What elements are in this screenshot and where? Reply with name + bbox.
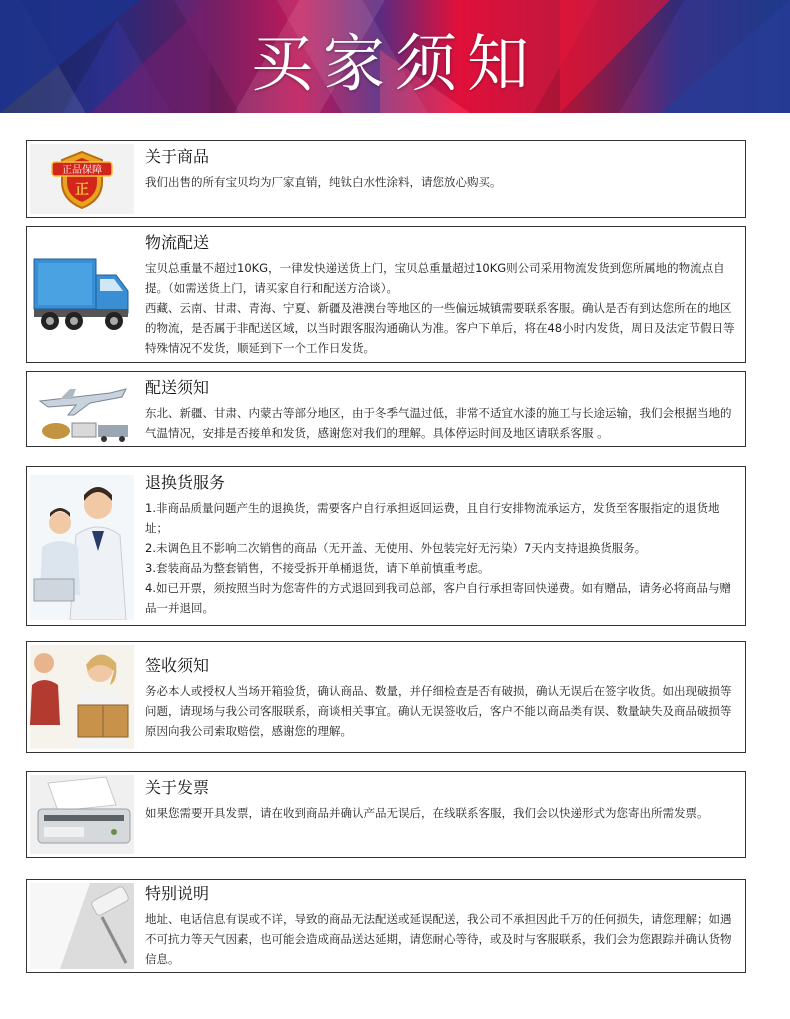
section-title: 关于发票 — [145, 778, 210, 797]
customer-service-icon — [30, 475, 134, 620]
section-title: 配送须知 — [145, 378, 210, 397]
section-text: 宝贝总重量不超过10KG，一律发快递送货上门，宝贝总重量超过10KG则公司采用物流发货到您所属地的物流点自提。（如需送货上门，请买家自行和配送方洽谈）。 — [145, 261, 725, 295]
section-returns — [26, 466, 746, 626]
section-invoice — [26, 771, 746, 858]
section-text: 地址、电话信息有误或不详，导致的商品无法配送或延误配送，我公司不承担因此千万的任何损失，请您理解；如遇不可抗力等天气因素，也可能会造成商品送达延期，请您耐心等待，或及时与客服联系，我们会为您跟踪并确认货物信息。 — [145, 912, 732, 966]
section-title: 关于商品 — [145, 147, 210, 166]
quality-badge-icon — [30, 144, 134, 214]
section-title: 特别说明 — [145, 884, 210, 903]
badge-glyph: 正 — [75, 182, 89, 198]
section-text: 西藏、云南、甘肃、青海、宁夏、新疆及港澳台等地区的一些偏远城镇需要联系客服。确认是否有到达您所在的地区的物流，是否属于非配送区域，以当时跟客服沟通确认为准。客户下单后，将在48小时内发货，周日及法定节假日等特殊情况不发货，顺延到下一个工作日发货。 — [145, 301, 735, 355]
invoice-printer-icon — [30, 775, 134, 854]
section-text: 3.套装商品为整套销售，不接受拆开单桶退货，请下单前慎重考虑。 — [145, 561, 490, 575]
section-product — [26, 140, 746, 218]
section-signing — [26, 641, 746, 753]
page-title: 买家须知 — [250, 27, 539, 100]
section-text: 如果您需要开具发票，请在收到商品并确认产品无误后，在线联系客服，我们会以快递形式为您寄出所需发票。 — [145, 806, 709, 820]
section-text: 4.如已开票，须按照当时为您寄件的方式退回到我司总部，客户自行承担寄回快递费。如有赠品，请务必将商品与赠品一并退回。 — [145, 581, 731, 615]
airplane-shipping-icon — [30, 375, 134, 445]
section-text: 1.非商品质量问题产生的退换货，需要客户自行承担返回运费，且自行安排物流承运方，发货至客服指定的退货地址； — [145, 501, 720, 535]
delivery-truck-icon — [30, 247, 134, 347]
section-text: 我们出售的所有宝贝均为厂家直销，纯钛白水性涂料，请您放心购买。 — [145, 175, 502, 189]
section-special-notes — [26, 879, 746, 973]
paint-roller-icon — [30, 883, 134, 969]
section-title: 退换货服务 — [145, 473, 226, 492]
package-receipt-icon — [30, 645, 134, 749]
section-text: 2.未调色且不影响二次销售的商品（无开盖、无使用、外包装完好无污染）7天内支持退换货服务。 — [145, 541, 647, 555]
section-logistics — [26, 226, 746, 363]
section-shipping-notice — [26, 371, 746, 447]
section-text: 务必本人或授权人当场开箱验货，确认商品、数量，并仔细检查是否有破损，确认无误后在签字收货。如出现破损等问题，请现场与我公司客服联系，商谈相关事宜。确认无误签收后，客户不能以商品类有误、数量缺失及商品破损等原因向我公司索取赔偿，感谢您的理解。 — [145, 684, 732, 738]
header-banner — [0, 0, 790, 113]
section-title: 签收须知 — [145, 656, 210, 675]
section-text: 东北、新疆、甘肃、内蒙古等部分地区，由于冬季气温过低，非常不适宜水漆的施工与长途运输，我们会根据当地的气温情况，安排是否接单和发货，感谢您对我们的理解。具体停运时间及地区请联系客服 。 — [145, 406, 732, 440]
badge-text: 正品保障 — [62, 165, 102, 176]
section-title: 物流配送 — [145, 233, 210, 252]
